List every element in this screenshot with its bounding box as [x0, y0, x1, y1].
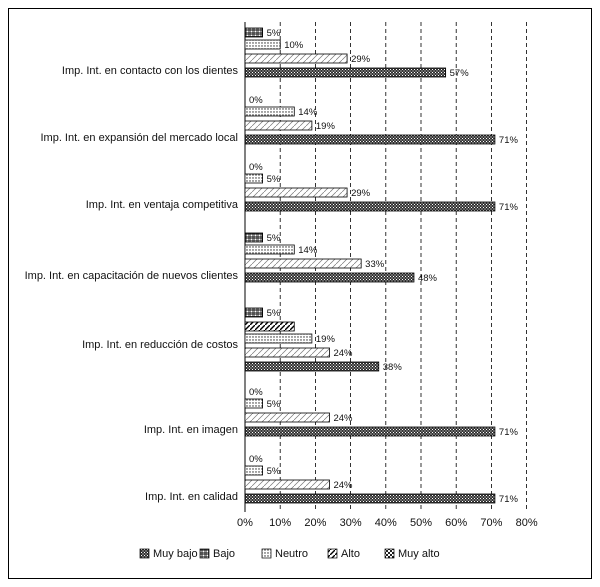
data-label: 0%	[249, 162, 263, 173]
x-tick-label: 10%	[269, 517, 292, 529]
category-label: Imp. Int. en imagen	[143, 424, 238, 436]
bar-alto	[245, 259, 361, 268]
bar-muy-bajo	[245, 28, 263, 37]
bar-neutro	[245, 40, 280, 49]
x-tick-label: 0%	[237, 517, 253, 529]
data-label: 71%	[498, 202, 518, 213]
bar-muy-alto	[245, 202, 495, 211]
data-label: 71%	[498, 135, 518, 146]
bar-neutro	[245, 466, 263, 475]
category-label: Imp. Int. en calidad	[145, 491, 238, 503]
data-label: 19%	[315, 334, 335, 345]
data-label: 0%	[249, 454, 263, 465]
data-label: 29%	[351, 188, 371, 199]
axis-layer	[237, 517, 538, 529]
bar-muy-bajo	[245, 233, 263, 242]
data-label: 5%	[266, 174, 281, 185]
bar-neutro	[245, 245, 294, 254]
legend-label: Bajo	[213, 548, 236, 560]
bar-alto	[245, 54, 347, 63]
bar-muy-alto	[245, 494, 495, 503]
legend-label: Alto	[341, 548, 360, 560]
legend	[140, 548, 440, 560]
category-label: Imp. Int. en expansión del mercado local	[40, 132, 238, 144]
data-label: 24%	[333, 413, 353, 424]
category-label: Imp. Int. en reducción de costos	[82, 339, 238, 351]
legend-swatch	[200, 549, 209, 558]
data-label: 24%	[333, 480, 353, 491]
category-label: Imp. Int. en capacitación de nuevos clientes	[24, 270, 238, 282]
data-label: 5%	[266, 28, 281, 39]
data-label: 57%	[449, 68, 469, 79]
data-label: 5%	[266, 308, 281, 319]
x-tick-label: 40%	[374, 517, 397, 529]
bar-neutro	[245, 174, 263, 183]
data-label: 71%	[498, 427, 518, 438]
bar-muy-alto	[245, 135, 495, 144]
legend-label: Muy bajo	[153, 548, 198, 560]
data-label: 71%	[498, 494, 518, 505]
x-tick-label: 80%	[515, 517, 538, 529]
x-tick-label: 30%	[339, 517, 362, 529]
data-label: 14%	[298, 245, 318, 256]
x-tick-label: 70%	[480, 517, 503, 529]
data-label: 19%	[315, 121, 335, 132]
bar-alto	[245, 348, 329, 357]
data-label: 0%	[249, 387, 263, 398]
data-label: 24%	[333, 348, 353, 359]
bar-neutro	[245, 334, 312, 343]
bar-alto	[245, 121, 312, 130]
category-label: Imp. Int. en contacto con los dientes	[61, 65, 238, 77]
data-label: 38%	[382, 362, 402, 373]
x-tick-label: 50%	[409, 517, 433, 529]
bar-muy-alto	[245, 273, 414, 282]
bar-extra	[245, 322, 294, 331]
data-label: 14%	[298, 107, 318, 118]
bar-neutro	[245, 107, 294, 116]
data-label: 5%	[266, 466, 281, 477]
bar-muy-alto	[245, 362, 379, 371]
data-label: 29%	[351, 54, 371, 65]
bar-neutro	[245, 399, 263, 408]
category-label: Imp. Int. en ventaja competitiva	[85, 199, 238, 211]
legend-swatch	[140, 549, 149, 558]
x-tick-label: 20%	[304, 517, 327, 529]
data-label: 33%	[365, 259, 385, 270]
bar-alto	[245, 413, 329, 422]
x-tick-label: 60%	[445, 517, 468, 529]
bar-alto	[245, 188, 347, 197]
legend-label: Muy alto	[398, 548, 440, 560]
legend-label: Neutro	[275, 548, 309, 560]
bar-muy-bajo	[245, 308, 263, 317]
data-label: 0%	[249, 95, 263, 106]
legend-swatch	[262, 549, 271, 558]
legend-swatch	[385, 549, 394, 558]
bar-muy-alto	[245, 68, 446, 77]
data-label: 5%	[266, 233, 281, 244]
data-label: 5%	[266, 399, 281, 410]
bar-alto	[245, 480, 329, 489]
bar-muy-alto	[245, 427, 495, 436]
legend-swatch	[328, 549, 337, 558]
data-label: 48%	[417, 273, 437, 284]
data-label: 10%	[284, 40, 304, 51]
